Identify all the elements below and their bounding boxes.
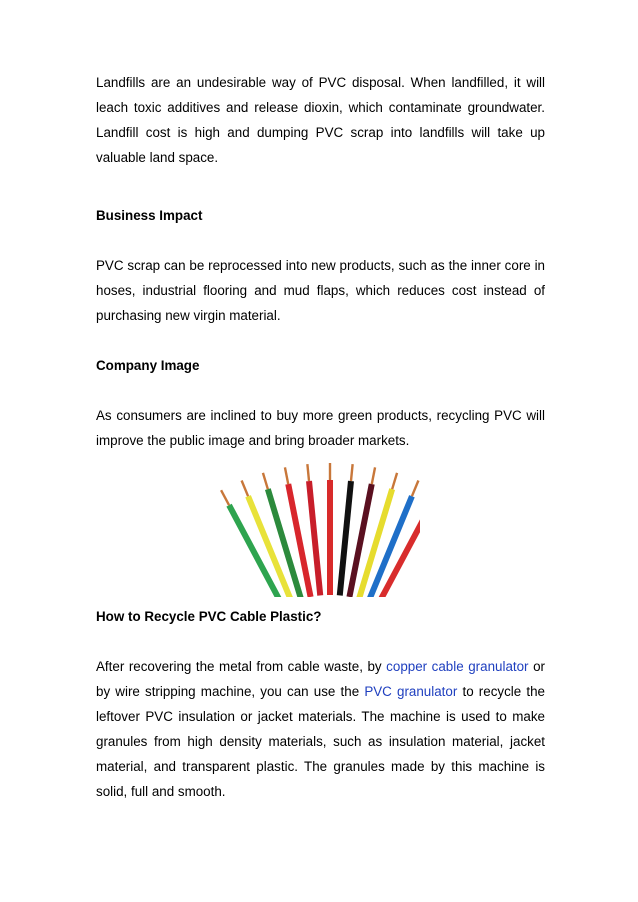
recycle-text-part2: or by wire stripping machine, you can use the	[96, 659, 545, 699]
recycle-text-part3: to recycle the leftover PVC insulation or jacket materials. The machine is used to make granules from high density materials, such as insulation material, jacket material, and transparent plastic. The granules made by this machine is solid, full and smooth.	[96, 684, 545, 799]
wire-copper-tip	[392, 473, 397, 489]
copper-cable-granulator-link[interactable]: copper cable granulator	[386, 659, 529, 674]
heading-business-impact: Business Impact	[96, 208, 203, 223]
heading-company-image: Company Image	[96, 358, 200, 373]
wire-copper-tip	[412, 481, 418, 497]
paragraph-company-image: As consumers are inclined to buy more green products, recycling PVC will improve the public image and bring broader markets.	[96, 408, 545, 448]
wire-copper-tip	[307, 464, 309, 481]
wire-copper-tip	[242, 481, 248, 497]
wire-copper-tip	[263, 473, 268, 489]
wire-insulation	[349, 484, 371, 597]
wire-copper-tip	[221, 490, 229, 505]
pvc-granulator-link[interactable]: PVC granulator	[364, 684, 458, 699]
wire-insulation	[340, 481, 351, 595]
wire-copper-tip	[351, 464, 353, 481]
wire-copper-tip	[285, 467, 288, 484]
recycle-text-part1: After recovering the metal from cable waste, by	[96, 659, 387, 674]
heading-how-to-recycle: How to Recycle PVC Cable Plastic?	[96, 609, 322, 624]
wire-copper-tip	[372, 467, 375, 484]
paragraph-landfills: Landfills are an undesirable way of PVC disposal. When landfilled, it will leach toxic additives and release dioxin, which contaminate groundwater. Landfill cost is high and dumping PVC scrap into landfills will take up valuable land space.	[96, 75, 545, 165]
pvc-wires-image	[220, 455, 420, 597]
wire-insulation	[288, 484, 310, 597]
wire-insulation	[309, 481, 320, 595]
paragraph-how-to-recycle	[96, 654, 545, 804]
paragraph-business-impact: PVC scrap can be reprocessed into new products, such as the inner core in hoses, industrial flooring and mud flaps, which reduces cost instead of purchasing new virgin material.	[96, 258, 545, 323]
